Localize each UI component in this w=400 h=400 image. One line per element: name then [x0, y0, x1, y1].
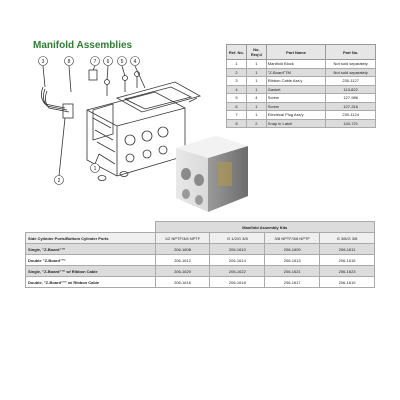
- column-header: G 3/8/G 3/8: [320, 233, 375, 244]
- cell: 230-1124: [326, 111, 376, 120]
- blank-cell: [26, 222, 156, 233]
- cell: Screw: [266, 102, 326, 111]
- kits-column-header: [26, 233, 375, 244]
- cell: 1: [246, 85, 266, 94]
- row-label: Single, "Z-Board"™ w/ Ribbon Cable: [26, 266, 156, 277]
- cell: 1: [246, 68, 266, 77]
- cell: 2: [227, 68, 247, 77]
- cell: 206-1611: [320, 244, 375, 255]
- cell: 206-1615: [320, 255, 375, 266]
- callout-label: 5: [120, 59, 124, 65]
- table-row: [26, 255, 375, 266]
- cell: 206-1616: [155, 277, 210, 288]
- table-row: [26, 277, 375, 288]
- row-label: Single, "Z-Board"™: [26, 244, 156, 255]
- cell: 206-1622: [210, 266, 265, 277]
- cell: 206-1610: [210, 244, 265, 255]
- table-row: [227, 119, 376, 128]
- cell: 4: [227, 85, 247, 94]
- callout-label: 6: [106, 59, 110, 65]
- cell: 140-721: [326, 119, 376, 128]
- cell: 206-1612: [155, 255, 210, 266]
- cell: Snap in Latch: [266, 119, 326, 128]
- cell: 7: [227, 111, 247, 120]
- cell: Gasket: [266, 85, 326, 94]
- cell: 206-1621: [265, 266, 320, 277]
- table-row: [26, 266, 375, 277]
- cell: 230-1127: [326, 77, 376, 86]
- row-label: Double "Z-Board"™: [26, 255, 156, 266]
- parts-table-header: [227, 45, 376, 60]
- section-title: Manifold Assemblies: [33, 40, 133, 51]
- manifold-photo: [172, 128, 252, 218]
- cell: 206-1609: [265, 244, 320, 255]
- cell: 1: [246, 77, 266, 86]
- header-ref-no: Ref. No.: [227, 45, 247, 60]
- cell: 8: [227, 119, 247, 128]
- column-header: 3/8 NPTF/3/8 NPTF: [265, 233, 320, 244]
- kits-table: [25, 221, 375, 288]
- callout-label: 4: [133, 59, 137, 65]
- cell: Screw: [266, 94, 326, 103]
- cell: 206-1617: [265, 277, 320, 288]
- row-label: Double, "Z-Board"™ w/ Ribbon Cable: [26, 277, 156, 288]
- cell: 206-1620: [155, 266, 210, 277]
- cell: 206-1613: [265, 255, 320, 266]
- header-part-no: Part No.: [326, 45, 376, 60]
- cell: 3: [227, 77, 247, 86]
- callout-label: 8: [67, 59, 71, 65]
- cell: 127-986: [326, 94, 376, 103]
- row-header: Side Cylinder Ports/Bottom Cylinder Ports: [26, 233, 156, 244]
- cell: Manifold Block: [266, 60, 326, 69]
- callout-label: 2: [57, 178, 61, 184]
- cell: Not sold separately: [326, 60, 376, 69]
- table-row: [227, 77, 376, 86]
- cell: 2: [246, 119, 266, 128]
- column-header: 1/2 NPTF/3/8 NPTF: [155, 233, 210, 244]
- cell: 1: [246, 111, 266, 120]
- table-row: [26, 244, 375, 255]
- header-no-reqd: No. Req'd: [246, 45, 266, 60]
- table-row: [227, 94, 376, 103]
- kits-title-row: [26, 222, 375, 233]
- cell: 206-1618: [210, 277, 265, 288]
- cell: 1: [246, 60, 266, 69]
- cell: Electrical Plug Ass'y: [266, 111, 326, 120]
- parts-table: [226, 44, 376, 128]
- callout-label: 1: [93, 166, 97, 172]
- cell: 206-1614: [210, 255, 265, 266]
- cell: 1: [227, 60, 247, 69]
- cell: 5: [227, 94, 247, 103]
- kits-title: Manifold Assembly Kits: [155, 222, 374, 233]
- header-part-name: Part Name: [266, 45, 326, 60]
- cell: 113-822: [326, 85, 376, 94]
- table-row: [227, 111, 376, 120]
- cell: 1: [246, 102, 266, 111]
- table-row: [227, 60, 376, 69]
- cell: Not sold separately: [326, 68, 376, 77]
- cell: 6: [227, 102, 247, 111]
- cell: 206-1608: [155, 244, 210, 255]
- cell: "Z-Board"TM: [266, 68, 326, 77]
- cell: Ribbon Cable Ass'y: [266, 77, 326, 86]
- cell: 4: [246, 94, 266, 103]
- callout-label: 3: [41, 59, 45, 65]
- cell: 206-1623: [320, 266, 375, 277]
- table-row: [227, 102, 376, 111]
- table-row: [227, 68, 376, 77]
- cell: 127-316: [326, 102, 376, 111]
- column-header: G 1/2/G 3/8: [210, 233, 265, 244]
- table-row: [227, 85, 376, 94]
- callout-label: 7: [93, 59, 97, 65]
- cell: 206-1619: [320, 277, 375, 288]
